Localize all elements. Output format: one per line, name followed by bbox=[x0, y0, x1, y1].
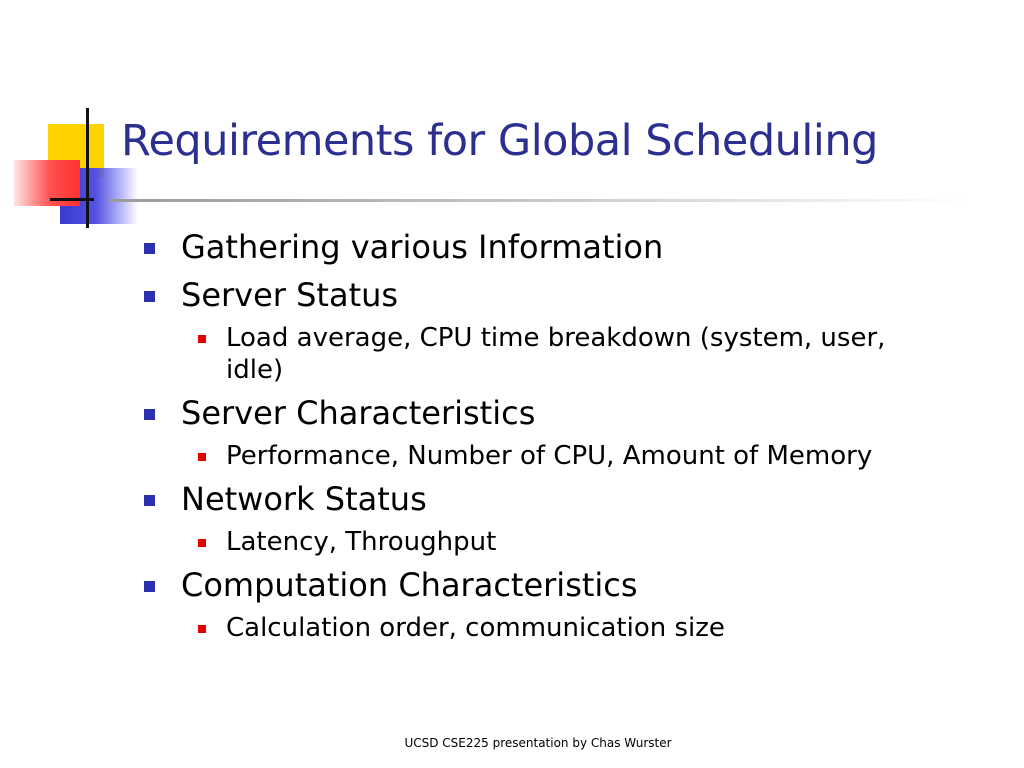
bullet-text: Server Status bbox=[181, 276, 399, 314]
logo-horizontal-line bbox=[50, 198, 94, 201]
square-sub-bullet-icon bbox=[198, 453, 206, 461]
bullet-text: Network Status bbox=[181, 480, 427, 518]
square-sub-bullet-icon bbox=[198, 539, 206, 547]
bullet-item bbox=[144, 392, 944, 434]
sub-bullet-text: Latency, Throughput bbox=[226, 527, 497, 557]
sub-bullet-text: Performance, Number of CPU, Amount of Memory bbox=[226, 441, 873, 471]
square-bullet-icon bbox=[144, 243, 155, 254]
sub-bullet-item bbox=[189, 526, 926, 558]
sub-bullet-item bbox=[189, 612, 926, 644]
square-sub-bullet-icon bbox=[198, 335, 206, 343]
sub-bullet-item bbox=[189, 322, 926, 386]
square-bullet-icon bbox=[144, 581, 155, 592]
slide-title: Requirements for Global Scheduling bbox=[121, 116, 878, 166]
bullet-text: Server Characteristics bbox=[181, 394, 536, 432]
sub-bullet-list bbox=[144, 440, 944, 472]
sub-bullet-list bbox=[144, 526, 944, 558]
bullet-text: Gathering various Information bbox=[181, 228, 664, 266]
bullet-list bbox=[144, 226, 944, 650]
slide-footer: UCSD CSE225 presentation by Chas Wurster bbox=[404, 736, 672, 750]
bullet-text: Computation Characteristics bbox=[181, 566, 638, 604]
sub-bullet-list bbox=[144, 612, 944, 644]
square-bullet-icon bbox=[144, 409, 155, 420]
bullet-item bbox=[144, 274, 944, 316]
square-bullet-icon bbox=[144, 495, 155, 506]
sub-bullet-item bbox=[189, 440, 926, 472]
bullet-item bbox=[144, 226, 944, 268]
bullet-item bbox=[144, 564, 944, 606]
sub-bullet-text: Calculation order, communication size bbox=[226, 613, 725, 643]
square-sub-bullet-icon bbox=[198, 625, 206, 633]
sub-bullet-text: Load average, CPU time breakdown (system, user, idle) bbox=[226, 323, 886, 385]
logo-vertical-line bbox=[86, 108, 89, 228]
title-underline bbox=[110, 199, 970, 202]
sub-bullet-list bbox=[144, 322, 944, 386]
square-bullet-icon bbox=[144, 291, 155, 302]
bullet-item bbox=[144, 478, 944, 520]
